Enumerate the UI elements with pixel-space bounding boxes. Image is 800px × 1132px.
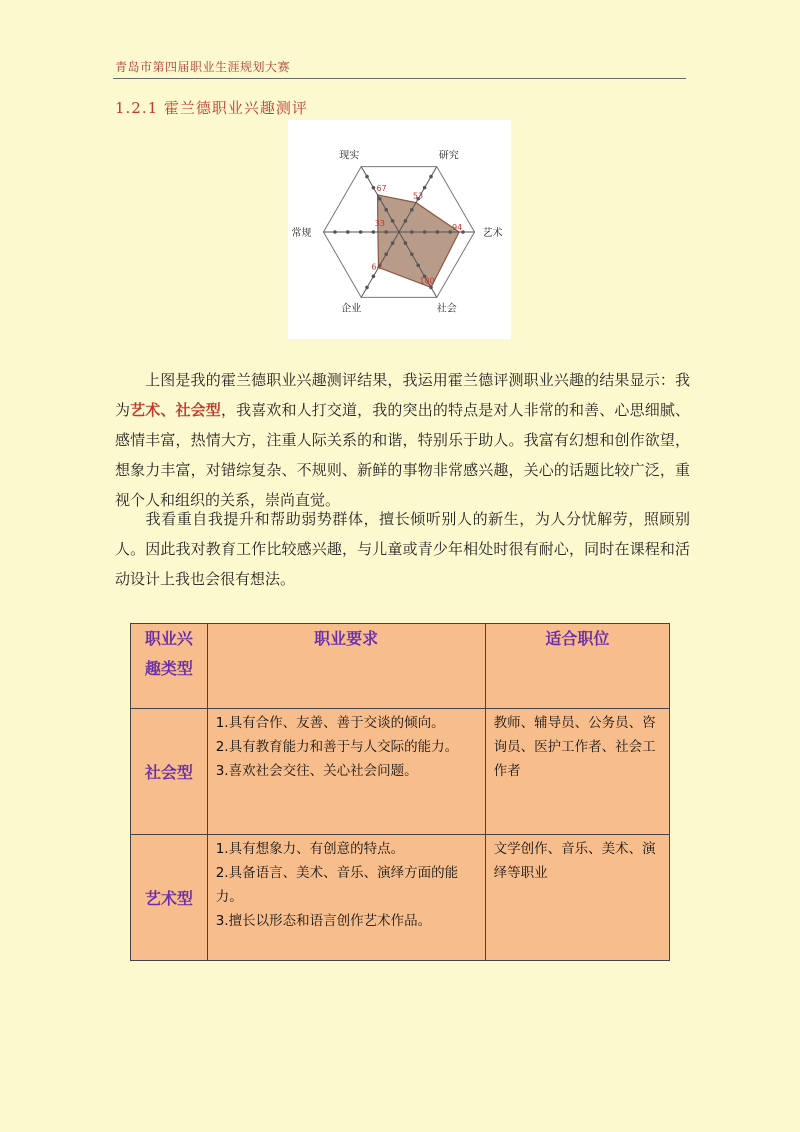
radar-axis-tick <box>333 230 337 234</box>
header-type-line-2: 趣类型 <box>144 659 193 678</box>
header-cell-requirements: 职业要求 <box>207 624 485 709</box>
page-header-title: 青岛市第四届职业生涯规划大赛 <box>115 60 291 74</box>
radar-axis-tick <box>391 241 395 245</box>
interest-paragraph-text: 我看重自我提升和帮助弱势群体，擅长倾听别人的新生，为人分忧解劳，照顾别人。因此我对教育工作比较感兴趣，与儿童或青少年相处时很有耐心，同时在课程和活动设计上我也会很有想法。 <box>115 510 690 588</box>
result-paragraph-lead: 上图是我的霍兰德职业兴趣测评结果，我运用霍兰德评测职业兴趣的结果显示：我为 <box>115 371 690 419</box>
result-paragraph <box>115 365 690 515</box>
radar-axis-tick <box>391 219 395 223</box>
radar-axis-tick <box>436 230 440 234</box>
radar-value-label: 53 <box>412 191 424 201</box>
radar-value-label: 33 <box>374 219 385 228</box>
table-row <box>131 709 670 835</box>
radar-axis-tick <box>404 219 408 223</box>
requirements-cell <box>207 709 485 835</box>
table-header-row <box>131 624 670 709</box>
radar-axis-tick <box>359 230 363 234</box>
radar-axis-label: 社会 <box>436 303 457 315</box>
header-divider <box>113 78 686 79</box>
radar-value-label: 100 <box>419 276 435 286</box>
radar-axis-tick <box>384 252 388 256</box>
radar-axis-tick <box>384 208 388 212</box>
requirement-item: 2.具有教育能力和善于与人交际的能力。 <box>215 739 459 755</box>
requirement-item: 3.喜欢社会交往、关心社会问题。 <box>215 763 418 779</box>
radar-axis-tick <box>372 186 376 190</box>
radar-value-label: 67 <box>376 183 387 193</box>
radar-axis-tick <box>365 175 369 179</box>
radar-axis-tick <box>423 186 427 190</box>
type-cell-social: 社会型 <box>131 709 208 835</box>
radar-axis-tick <box>404 241 408 245</box>
requirement-item: 1.具有合作、友善、善于交谈的倾向。 <box>215 715 445 731</box>
radar-axis-tick <box>346 230 350 234</box>
radar-svg <box>288 120 511 339</box>
radar-value-label: 64 <box>371 262 382 272</box>
radar-axis-label: 研究 <box>438 150 459 162</box>
requirement-item: 3.擅长以形态和语言创作艺术作品。 <box>215 913 432 929</box>
radar-axis-label: 常规 <box>291 228 312 239</box>
header-cell-type <box>131 624 208 709</box>
jobs-cell: 教师、辅导员、公务员、咨询员、医护工作者、社会工作者 <box>485 709 669 835</box>
radar-axis-tick <box>429 175 433 179</box>
result-highlight: 艺术、社会型 <box>130 401 221 419</box>
radar-axis-tick <box>410 230 414 234</box>
radar-data-area <box>378 195 463 288</box>
type-cell-artistic: 艺术型 <box>131 835 208 961</box>
radar-axis-tick <box>429 286 433 290</box>
radar-axis-tick <box>378 197 382 201</box>
radar-axis-label: 企业 <box>341 303 362 315</box>
radar-axis-label: 现实 <box>339 150 360 162</box>
holland-radar-chart <box>288 120 511 339</box>
radar-axis-tick <box>416 263 420 267</box>
requirement-item: 1.具有想象力、有创意的特点。 <box>215 841 405 857</box>
interest-paragraph <box>115 504 690 594</box>
header-cell-jobs: 适合职位 <box>485 624 669 709</box>
radar-axis-tick <box>372 275 376 279</box>
table-row <box>131 835 670 961</box>
radar-value-label: 94 <box>452 223 463 232</box>
radar-axis-label: 艺术 <box>482 228 503 239</box>
radar-axis-tick <box>365 286 369 290</box>
radar-axis-tick <box>410 252 414 256</box>
requirements-cell <box>207 835 485 961</box>
radar-axis-tick <box>423 230 427 234</box>
jobs-cell: 文学创作、音乐、美术、演绎等职业 <box>485 835 669 961</box>
requirement-item: 2.具备语言、美术、音乐、演绎方面的能力。 <box>215 865 459 905</box>
radar-axis-tick <box>384 230 388 234</box>
radar-axis-tick <box>410 208 414 212</box>
radar-axis-tick <box>372 230 376 234</box>
section-title: 1.2.1 霍兰德职业兴趣测评 <box>115 99 308 117</box>
header-type-line-1: 职业兴 <box>144 629 193 648</box>
career-interest-table <box>130 623 670 961</box>
result-paragraph-rest: ，我喜欢和人打交道，我的突出的特点是对人非常的和善、心思细腻、感情丰富，热情大方，注重人际关系的和谐，特别乐于助人。我富有幻想和创作欲望，想象力丰富，对错综复杂、不规则、新鲜的事物非常感兴趣，关心的话题比较广泛，重视个人和组织的关系，崇尚直觉。 <box>115 401 690 509</box>
